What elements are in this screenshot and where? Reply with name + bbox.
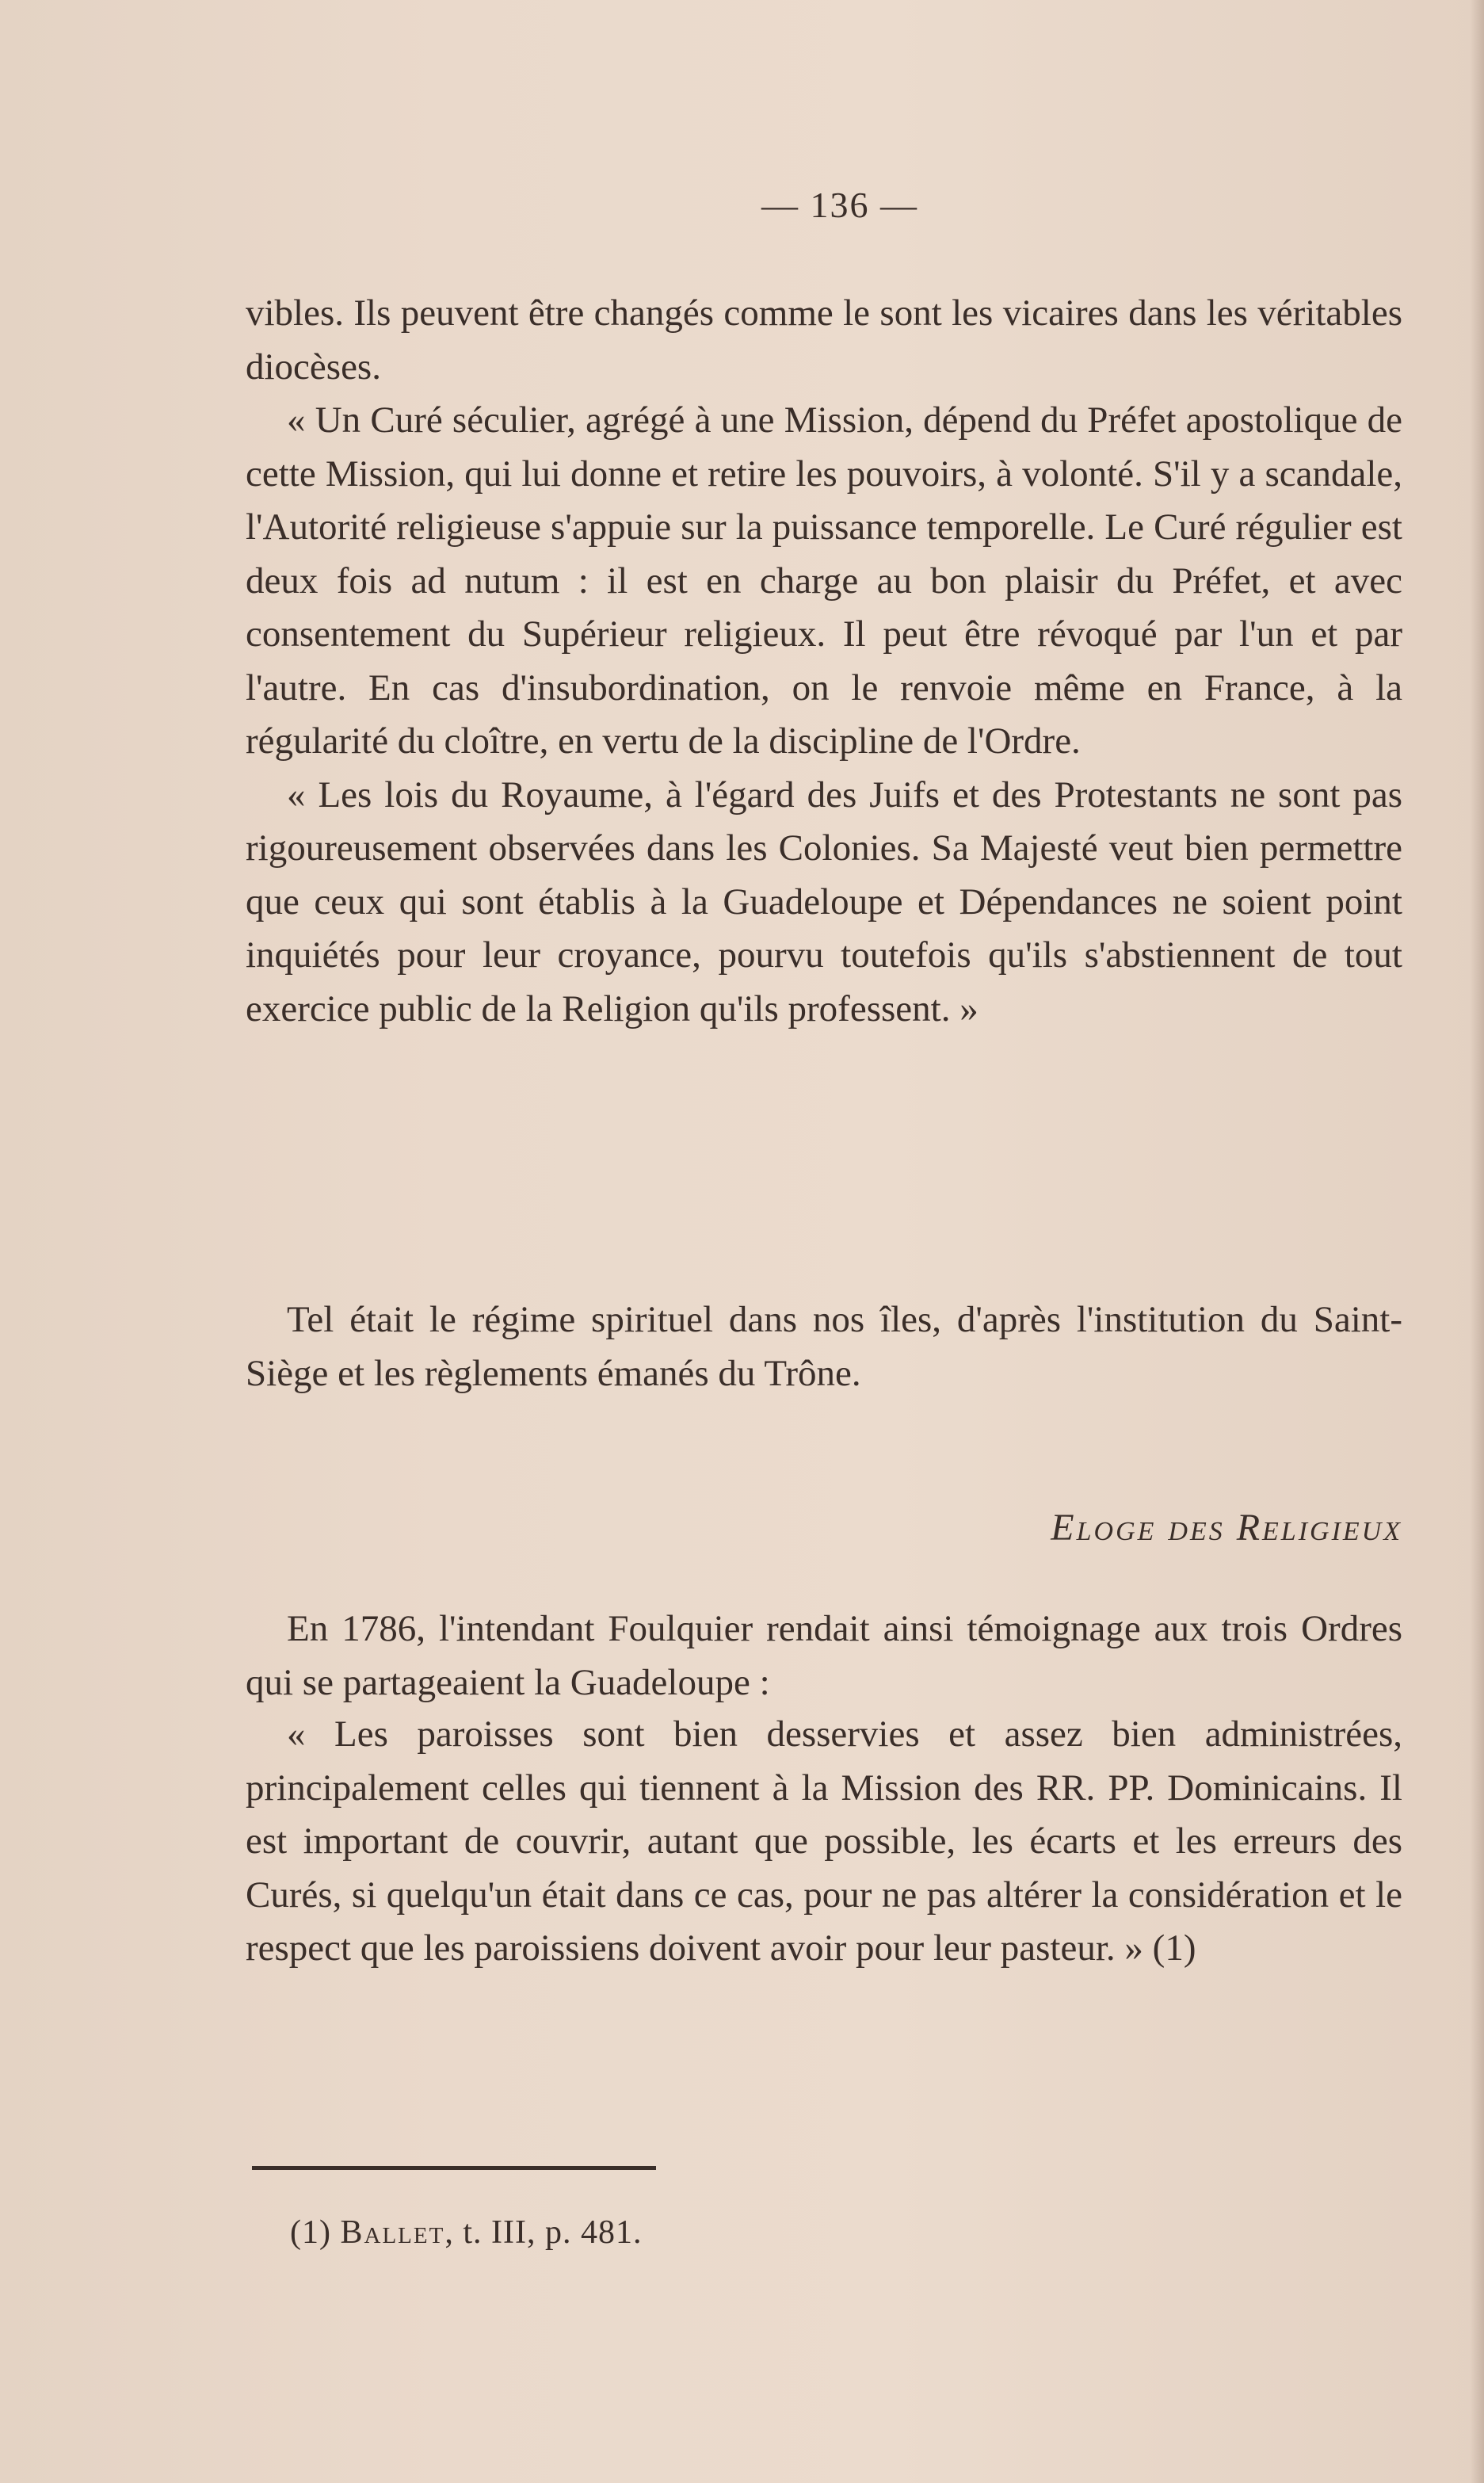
paragraph-5: En 1786, l'intendant Foulquier rendait ainsi témoignage aux trois Ordres qui se partageaient la Guadeloupe : [246, 1608, 1402, 1703]
body-text-block-3 [246, 1602, 1402, 1709]
page-edge-shadow [1470, 0, 1484, 2483]
paragraph-3: « Les lois du Royaume, à l'égard des Juifs et des Protestants ne sont pas rigoureusement observées dans les Colonies. Sa Majesté veut bien permettre que ceux qui sont établis à la Guadeloupe et Dépendances ne soient point inquiétés pour leur croyance, pourvu toutefois qu'ils s'abstiennent de tout exercice public de la Religion qu'ils professent. » [246, 774, 1402, 1029]
page-number: — 136 — [761, 185, 918, 225]
section-heading: Eloge des Religieux [1051, 1507, 1402, 1549]
paragraph-2: « Un Curé séculier, agrégé à une Mission, dépend du Préfet apostolique de cette Mission, qui lui donne et retire les pouvoirs, à volonté. S'il y a scandale, l'Autorité religieuse s'appuie sur la puissance temporelle. Le Curé régulier est deux fois ad nutum : il est en charge au bon plaisir du Préfet, et avec consentement du Supérieur religieux. Il peut être révoqué par l'un et par l'autre. En cas d'insubordination, on le renvoie même en France, à la régularité du cloître, en vertu de la discipline de l'Ordre. [246, 399, 1402, 762]
body-text-block-1 [246, 287, 1402, 1036]
footnote [290, 2214, 642, 2252]
footnote-divider [252, 2166, 656, 2170]
footnote-author: Ballet [340, 2214, 445, 2251]
paragraph-6: « Les paroisses sont bien desservies et assez bien administrées, principalement celles qui tiennent à la Mission des RR. PP. Dominicains. Il est important de couvrir, autant que possible, les écarts et les erreurs des Curés, si quelqu'un était dans ce cas, pour ne pas altérer la considération et le respect que les paroissiens doivent avoir pour leur pasteur. » (1) [246, 1713, 1402, 1969]
body-text-block-2 [246, 1293, 1402, 1400]
paragraph-4: Tel était le régime spirituel dans nos îles, d'après l'institution du Saint-Siège et les règlements émanés du Trône. [246, 1299, 1402, 1394]
footnote-marker: (1) [290, 2214, 331, 2251]
paragraph-1: vibles. Ils peuvent être changés comme le sont les vicaires dans les véritables diocèses. [246, 292, 1402, 388]
footnote-citation: , t. III, p. 481. [444, 2214, 643, 2251]
body-text-block-4 [246, 1708, 1402, 1976]
